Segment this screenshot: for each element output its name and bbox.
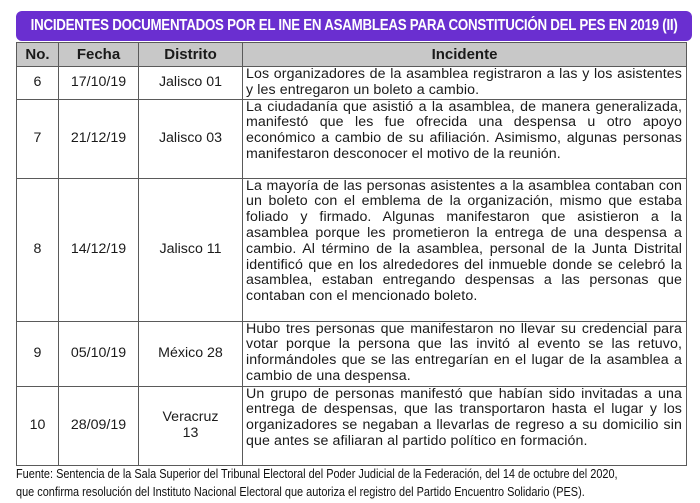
table-row [17,321,687,386]
source-note [16,465,696,501]
cell-incidente: Los organizadores de la asamblea registraron a las y los asistentes y les entregaron un boleto a cambio. [243,67,687,100]
cell-no: 7 [17,99,59,178]
cell-incidente: La mayoría de las personas asistentes a la asamblea contaban con un boleto con el emblema de la organización, mismo que estaba foliado y firmado. Algunas manifestaron que asistieron a la asamblea porque les prometieron la entrega de una despensa a cambio. Al término de la asamblea, personal de la Junta Distrital identificó que en los alrededores del inmueble donde se celebró la asamblea, estaban entregando despensas a las personas que contaban con el mencionado boleto. [243,178,687,321]
source-line-1: Fuente: Sentencia de la Sala Superior del Tribunal Electoral del Poder Judicial de la Federación, del 14 de octubre del 2020, [16,466,618,481]
header-incidente: Incidente [243,43,687,67]
cell-distrito: Jalisco 01 [139,67,243,100]
cell-fecha: 17/10/19 [59,67,139,100]
table-header-row [17,43,687,67]
cell-fecha: 28/09/19 [59,386,139,465]
cell-incidente: Hubo tres personas que manifestaron no llevar su credencial para votar porque la persona que las invitó al evento se las retuvo, informándoles que se las entregarían en el lugar de la asamblea a cambio de una despensa. [243,321,687,386]
header-fecha: Fecha [59,43,139,67]
cell-incidente: Un grupo de personas manifestó que habían sido invitadas a una entrega de despensas, que las transportaron hasta el lugar y los organizadores se negaban a llevarlas de regreso a su domicilio sin que antes se afiliaran al partido político en formación. [243,386,687,465]
title-banner [16,11,692,41]
cell-distrito: Veracruz 13 [139,386,243,465]
cell-incidente: La ciudadanía que asistió a la asamblea, de manera generalizada, manifestó que les fue ofrecida una despensa u otro apoyo económico a cambio de su afiliación. Asimismo, algunas personas manifestaron desconocer el motivo de la reunión. [243,99,687,178]
cell-no: 10 [17,386,59,465]
incidents-table [16,42,687,466]
table-row [17,67,687,100]
cell-distrito: Jalisco 11 [139,178,243,321]
source-line-2: que confirma resolución del Instituto Nacional Electoral que autoriza el registro del Partido Encuentro Solidario (PES). [16,484,585,499]
table-row [17,178,687,321]
cell-no: 6 [17,67,59,100]
cell-fecha: 05/10/19 [59,321,139,386]
header-distrito: Distrito [139,43,243,67]
cell-distrito: Jalisco 03 [139,99,243,178]
table-row [17,99,687,178]
table-title: INCIDENTES DOCUMENTADOS POR EL INE EN ASAMBLEAS PARA CONSTITUCIÓN DEL PES EN 2019 (II) [30,17,678,34]
cell-no: 8 [17,178,59,321]
cell-fecha: 21/12/19 [59,99,139,178]
cell-fecha: 14/12/19 [59,178,139,321]
table-row [17,386,687,465]
cell-no: 9 [17,321,59,386]
header-no: No. [17,43,59,67]
cell-distrito: México 28 [139,321,243,386]
